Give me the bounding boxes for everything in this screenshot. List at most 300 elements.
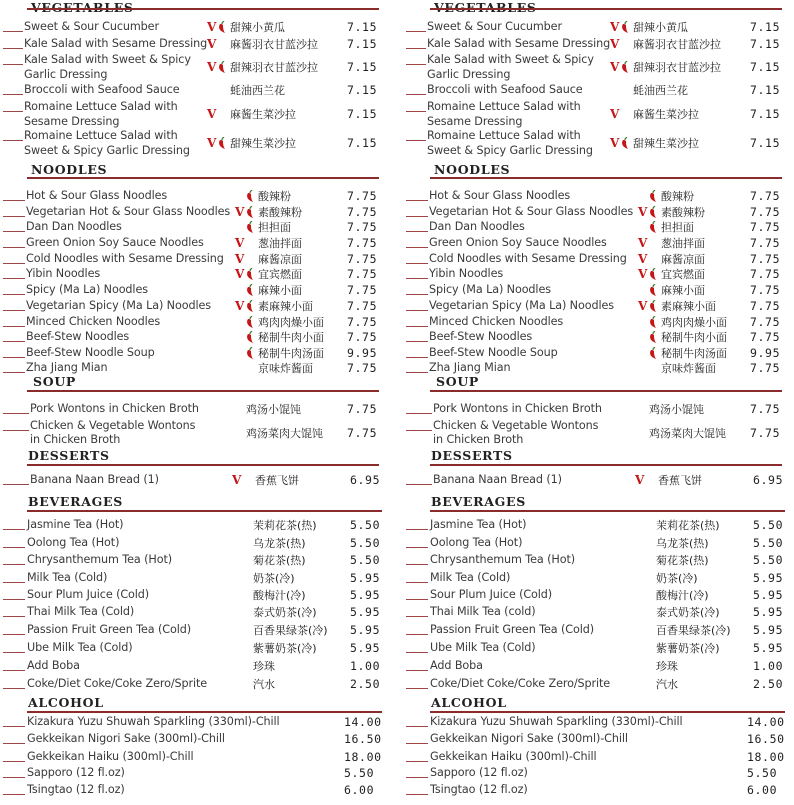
item-name: Milk Tea (Cold) [27, 571, 108, 584]
item-price: 7.15 [750, 136, 781, 150]
item-chinese-name: 甜辣生菜沙拉 [633, 137, 699, 150]
item-name: Oolong Tea (Hot) [430, 536, 523, 549]
item-name: Gekkeikan Nigori Sake (300ml)-Chill [430, 732, 628, 745]
item-name: Passion Fruit Green Tea (Cold) [430, 623, 594, 636]
item-leader-dash [3, 413, 29, 414]
item-name: Pork Wontons in Chicken Broth [30, 402, 199, 415]
chili-pepper-icon [245, 316, 257, 329]
item-price: 7.75 [347, 205, 378, 219]
item-leader-dash [406, 263, 428, 264]
item-leader-dash [3, 372, 25, 373]
section-title-alcohol: ALCOHOL [28, 695, 104, 710]
item-leader-dash [3, 564, 25, 565]
chili-pepper-icon [648, 284, 660, 297]
item-price: 5.50 [350, 536, 381, 550]
item-price: 6.00 [747, 783, 778, 797]
item-leader-dash [3, 294, 25, 295]
item-chinese-name: 鸡汤小馄饨 [246, 403, 301, 416]
item-leader-dash [3, 743, 25, 744]
item-chinese-name: 奶茶(冷) [253, 572, 295, 585]
item-name: Gekkeikan Haiku (300ml)-Chill [27, 750, 194, 763]
item-leader-dash [406, 529, 428, 530]
item-price: 7.75 [347, 189, 378, 203]
item-leader-dash [406, 652, 428, 653]
item-price: 5.50 [753, 536, 784, 550]
item-name-line2: Sesame Dressing [427, 115, 523, 128]
item-name: Sweet & Sour Cucumber [427, 20, 562, 33]
section-rule [27, 711, 382, 713]
item-chinese-name: 酸辣粉 [258, 190, 291, 203]
item-chinese-name: 甜辣小黄瓜 [230, 21, 285, 34]
item-name: Ube Milk Tea (Cold) [430, 641, 536, 654]
item-name: Green Onion Soy Sauce Noodles [26, 236, 204, 249]
vegetarian-icon: V [235, 236, 245, 250]
item-price: 7.75 [750, 402, 781, 416]
item-name: Banana Naan Bread (1) [433, 473, 562, 486]
item-name: Zha Jiang Mian [26, 361, 108, 374]
section-rule [430, 8, 782, 10]
item-name: Romaine Lettuce Salad with [24, 100, 178, 113]
item-price: 9.95 [750, 346, 781, 360]
item-chinese-name: 宜宾燃面 [258, 268, 302, 281]
item-leader-dash [3, 94, 23, 95]
vegetarian-icon: V [638, 236, 648, 250]
item-price: 7.75 [750, 315, 781, 329]
chili-pepper-icon [648, 316, 660, 329]
item-price: 7.75 [347, 220, 378, 234]
item-price: 7.15 [347, 107, 378, 121]
item-name: Kale Salad with Sesame Dressing [24, 37, 208, 50]
section-rule [430, 711, 785, 713]
item-name: Beef-Stew Noodle Soup [429, 346, 558, 359]
item-name: Kale Salad with Sweet & Spicy [427, 53, 594, 66]
item-name: Beef-Stew Noodles [26, 330, 130, 343]
item-name: Vegetarian Hot & Sour Glass Noodles [26, 205, 231, 218]
item-chinese-name: 素麻辣小面 [661, 300, 716, 313]
item-chinese-name: 鸡汤小馄饨 [649, 403, 704, 416]
item-leader-dash [406, 670, 428, 671]
item-price: 7.15 [750, 60, 781, 74]
vegetarian-icon: V [610, 37, 620, 51]
item-name: Chrysanthemum Tea (Hot) [430, 553, 575, 566]
item-price: 14.00 [747, 715, 785, 729]
item-leader-dash [406, 726, 428, 727]
item-price: 5.50 [350, 553, 381, 567]
vegetarian-icon: V [235, 299, 245, 313]
item-price: 7.75 [347, 299, 378, 313]
item-chinese-name: 菊花茶(热) [253, 554, 306, 567]
item-name: Kizakura Yuzu Shuwah Sparkling (330ml)-Chill [27, 715, 280, 728]
item-name-line2: Garlic Dressing [427, 68, 511, 81]
item-leader-dash [406, 634, 428, 635]
item-chinese-name: 泰式奶茶(冷) [656, 606, 720, 619]
vegetarian-icon: V [207, 107, 217, 121]
item-leader-dash [406, 94, 426, 95]
item-name-line2: in Chicken Broth [30, 433, 121, 446]
item-chinese-name: 甜辣羽衣甘蓝沙拉 [230, 61, 318, 74]
item-chinese-name: 鸡肉肉燥小面 [258, 316, 324, 329]
item-name: Yibin Noodles [429, 267, 504, 280]
item-name: Vegetarian Hot & Sour Glass Noodles [429, 205, 634, 218]
chili-pepper-icon [245, 190, 257, 203]
item-name: Romaine Lettuce Salad with [427, 129, 581, 142]
section-title-beverages: BEVERAGES [431, 494, 526, 509]
item-name: Spicy (Ma La) Noodles [26, 283, 148, 296]
chili-pepper-icon [217, 137, 229, 150]
vegetarian-icon: V [207, 60, 217, 74]
item-name: Sapporo (12 fl.oz) [430, 766, 528, 779]
item-name-line2: Sweet & Spicy Garlic Dressing [427, 144, 593, 157]
item-name: Jasmine Tea (Hot) [430, 518, 527, 531]
item-price: 5.50 [753, 553, 784, 567]
item-name: Chicken & Vegetable Wontons [30, 419, 196, 432]
item-price: 5.50 [753, 518, 784, 532]
item-name: Cold Noodles with Sesame Dressing [429, 252, 627, 265]
item-leader-dash [3, 64, 23, 65]
item-chinese-name: 麻酱生菜沙拉 [230, 108, 296, 121]
item-leader-dash [406, 278, 428, 279]
item-price: 7.15 [347, 37, 378, 51]
item-price: 7.15 [347, 83, 378, 97]
item-price: 7.75 [347, 315, 378, 329]
item-name: Chicken & Vegetable Wontons [433, 419, 599, 432]
chili-pepper-icon [245, 331, 257, 344]
item-leader-dash [3, 634, 25, 635]
item-leader-dash [3, 761, 25, 762]
item-price: 7.15 [347, 136, 378, 150]
item-chinese-name: 香蕉飞饼 [658, 474, 702, 487]
item-leader-dash [406, 413, 432, 414]
item-chinese-name: 葱油拌面 [661, 237, 705, 250]
section-title-soup: SOUP [33, 374, 77, 389]
chili-pepper-icon [648, 268, 660, 281]
item-chinese-name: 甜辣生菜沙拉 [230, 137, 296, 150]
item-leader-dash [3, 599, 25, 600]
item-leader-dash [3, 310, 25, 311]
item-price: 7.75 [750, 299, 781, 313]
item-name: Milk Tea (Cold) [430, 571, 511, 584]
item-price: 14.00 [344, 715, 382, 729]
item-name: Dan Dan Noodles [26, 220, 122, 233]
section-title-desserts: DESSERTS [28, 448, 110, 463]
section-title-soup: SOUP [436, 374, 480, 389]
item-chinese-name: 素酸辣粉 [258, 206, 302, 219]
chili-pepper-icon [648, 300, 660, 313]
item-name: Hot & Sour Glass Noodles [26, 189, 168, 202]
item-leader-dash [406, 430, 432, 431]
item-price: 7.75 [750, 267, 781, 281]
item-name-line2: in Chicken Broth [433, 433, 524, 446]
item-name: Tsingtao (12 fl.oz) [27, 783, 125, 796]
item-chinese-name: 菊花茶(热) [656, 554, 709, 567]
item-leader-dash [3, 726, 25, 727]
vegetarian-icon: V [638, 205, 648, 219]
item-name-line2: Garlic Dressing [24, 68, 108, 81]
section-rule [27, 8, 379, 10]
chili-pepper-icon [648, 347, 660, 360]
item-leader-dash [3, 263, 25, 264]
item-chinese-name: 京味炸酱面 [258, 362, 313, 375]
item-price: 7.75 [750, 283, 781, 297]
item-leader-dash [3, 547, 25, 548]
item-chinese-name: 秘制牛肉小面 [258, 331, 324, 344]
chili-pepper-icon [620, 21, 632, 34]
item-leader-dash [406, 48, 426, 49]
item-chinese-name: 麻酱生菜沙拉 [633, 108, 699, 121]
item-name: Add Boba [430, 659, 483, 672]
item-leader-dash [406, 794, 428, 795]
item-price: 7.75 [347, 426, 378, 440]
item-price: 5.50 [344, 766, 375, 780]
item-price: 7.75 [347, 252, 378, 266]
item-price: 7.75 [750, 236, 781, 250]
item-chinese-name: 百香果绿茶(冷) [656, 624, 731, 637]
section-title-alcohol: ALCOHOL [431, 695, 507, 710]
chili-pepper-icon [648, 190, 660, 203]
item-chinese-name: 紫薯奶茶(冷) [656, 642, 720, 655]
item-name: Gekkeikan Nigori Sake (300ml)-Chill [27, 732, 225, 745]
vegetarian-icon: V [610, 20, 620, 34]
chili-pepper-icon [245, 268, 257, 281]
section-rule [27, 177, 379, 179]
item-name: Kale Salad with Sweet & Spicy [24, 53, 191, 66]
menu-column-right [403, 0, 794, 805]
item-leader-dash [406, 64, 426, 65]
item-price: 18.00 [344, 750, 382, 764]
section-title-beverages: BEVERAGES [28, 494, 123, 509]
item-name: Banana Naan Bread (1) [30, 473, 159, 486]
item-chinese-name: 蚝油西兰花 [633, 84, 688, 97]
item-price: 5.95 [753, 588, 784, 602]
item-leader-dash [406, 564, 428, 565]
item-price: 7.15 [750, 20, 781, 34]
item-name: Vegetarian Spicy (Ma La) Noodles [429, 299, 614, 312]
section-title-desserts: DESSERTS [431, 448, 513, 463]
item-price: 6.95 [350, 473, 381, 487]
section-rule [430, 464, 782, 466]
item-chinese-name: 宜宾燃面 [661, 268, 705, 281]
item-leader-dash [3, 484, 29, 485]
section-rule [27, 464, 379, 466]
chili-pepper-icon [217, 61, 229, 74]
item-name: Sour Plum Juice (Cold) [430, 588, 553, 601]
item-chinese-name: 鸡汤菜肉大馄饨 [246, 427, 323, 440]
item-price: 7.15 [750, 107, 781, 121]
item-chinese-name: 麻酱凉面 [258, 253, 302, 266]
section-rule [430, 510, 785, 512]
item-leader-dash [3, 430, 29, 431]
item-name: Kizakura Yuzu Shuwah Sparkling (330ml)-Chill [430, 715, 683, 728]
item-leader-dash [3, 200, 25, 201]
item-name: Yibin Noodles [26, 267, 101, 280]
item-name: Thai Milk Tea (Cold) [27, 605, 135, 618]
item-chinese-name: 素酸辣粉 [661, 206, 705, 219]
item-chinese-name: 酸辣粉 [661, 190, 694, 203]
item-price: 7.75 [750, 252, 781, 266]
item-chinese-name: 香蕉飞饼 [255, 474, 299, 487]
item-leader-dash [3, 111, 23, 112]
item-chinese-name: 麻酱羽衣甘蓝沙拉 [633, 38, 721, 51]
item-leader-dash [406, 31, 426, 32]
chili-pepper-icon [245, 347, 257, 360]
item-chinese-name: 酸梅汁(冷) [656, 589, 709, 602]
item-chinese-name: 担担面 [258, 221, 291, 234]
item-chinese-name: 奶茶(冷) [656, 572, 698, 585]
item-leader-dash [3, 616, 25, 617]
item-chinese-name: 酸梅汁(冷) [253, 589, 306, 602]
item-name: Passion Fruit Green Tea (Cold) [27, 623, 191, 636]
item-leader-dash [406, 216, 428, 217]
item-chinese-name: 麻辣小面 [258, 284, 302, 297]
item-leader-dash [406, 582, 428, 583]
item-name: Spicy (Ma La) Noodles [429, 283, 551, 296]
item-name: Kale Salad with Sesame Dressing [427, 37, 611, 50]
item-chinese-name: 汽水 [253, 678, 275, 691]
item-leader-dash [406, 777, 428, 778]
vegetarian-icon: V [207, 37, 217, 51]
item-leader-dash [3, 278, 25, 279]
item-leader-dash [3, 688, 25, 689]
item-leader-dash [3, 794, 25, 795]
vegetarian-icon: V [207, 20, 217, 34]
item-leader-dash [3, 326, 25, 327]
item-leader-dash [3, 670, 25, 671]
item-chinese-name: 泰式奶茶(冷) [253, 606, 317, 619]
item-price: 7.15 [347, 60, 378, 74]
item-chinese-name: 素麻辣小面 [258, 300, 313, 313]
item-name: Vegetarian Spicy (Ma La) Noodles [26, 299, 211, 312]
item-leader-dash [3, 357, 25, 358]
section-rule [430, 390, 782, 392]
section-title-noodles: NOODLES [434, 162, 511, 177]
item-price: 7.75 [750, 330, 781, 344]
item-leader-dash [3, 140, 23, 141]
item-leader-dash [3, 777, 25, 778]
item-chinese-name: 担担面 [661, 221, 694, 234]
item-chinese-name: 珍珠 [253, 660, 275, 673]
item-price: 7.15 [750, 83, 781, 97]
item-leader-dash [406, 140, 426, 141]
item-leader-dash [406, 357, 428, 358]
item-chinese-name: 鸡汤菜肉大馄饨 [649, 427, 726, 440]
item-leader-dash [3, 582, 25, 583]
item-leader-dash [406, 372, 428, 373]
item-price: 5.50 [747, 766, 778, 780]
section-rule [27, 510, 382, 512]
item-leader-dash [406, 484, 432, 485]
vegetarian-icon: V [638, 267, 648, 281]
item-chinese-name: 乌龙茶(热) [253, 537, 306, 550]
item-chinese-name: 汽水 [656, 678, 678, 691]
item-price: 7.75 [750, 205, 781, 219]
item-name: Minced Chicken Noodles [26, 315, 161, 328]
chili-pepper-icon [648, 206, 660, 219]
item-price: 7.75 [347, 236, 378, 250]
item-chinese-name: 甜辣小黄瓜 [633, 21, 688, 34]
item-price: 5.95 [753, 641, 784, 655]
item-chinese-name: 茉莉花茶(热) [253, 519, 317, 532]
vegetarian-icon: V [635, 473, 645, 487]
chili-pepper-icon [245, 206, 257, 219]
item-price: 1.00 [350, 659, 381, 673]
item-price: 2.50 [350, 677, 381, 691]
item-leader-dash [406, 616, 428, 617]
vegetarian-icon: V [235, 205, 245, 219]
item-chinese-name: 鸡肉肉燥小面 [661, 316, 727, 329]
section-title-noodles: NOODLES [31, 162, 108, 177]
item-name: Sapporo (12 fl.oz) [27, 766, 125, 779]
item-price: 9.95 [347, 346, 378, 360]
item-chinese-name: 葱油拌面 [258, 237, 302, 250]
item-price: 6.00 [344, 783, 375, 797]
item-price: 16.50 [747, 732, 785, 746]
item-chinese-name: 秘制牛肉小面 [661, 331, 727, 344]
chili-pepper-icon [648, 221, 660, 234]
item-name: Beef-Stew Noodles [429, 330, 533, 343]
chili-pepper-icon [245, 300, 257, 313]
vegetarian-icon: V [235, 252, 245, 266]
item-price: 1.00 [753, 659, 784, 673]
item-price: 5.95 [350, 588, 381, 602]
item-price: 5.95 [753, 571, 784, 585]
item-name: Gekkeikan Haiku (300ml)-Chill [430, 750, 597, 763]
chili-pepper-icon [620, 61, 632, 74]
chili-pepper-icon [620, 137, 632, 150]
vegetarian-icon: V [235, 267, 245, 281]
chili-pepper-icon [648, 331, 660, 344]
item-chinese-name: 乌龙茶(热) [656, 537, 709, 550]
item-leader-dash [406, 688, 428, 689]
item-leader-dash [406, 111, 426, 112]
item-name: Cold Noodles with Sesame Dressing [26, 252, 224, 265]
item-leader-dash [3, 31, 23, 32]
vegetarian-icon: V [232, 473, 242, 487]
section-rule [27, 390, 379, 392]
item-name: Oolong Tea (Hot) [27, 536, 120, 549]
item-leader-dash [406, 310, 428, 311]
item-leader-dash [3, 247, 25, 248]
item-leader-dash [406, 761, 428, 762]
item-leader-dash [406, 200, 428, 201]
item-name: Sweet & Sour Cucumber [24, 20, 159, 33]
vegetarian-icon: V [610, 60, 620, 74]
item-price: 5.95 [350, 641, 381, 655]
item-name: Coke/Diet Coke/Coke Zero/Sprite [430, 677, 611, 690]
item-chinese-name: 珍珠 [656, 660, 678, 673]
item-chinese-name: 麻辣小面 [661, 284, 705, 297]
item-price: 7.75 [347, 330, 378, 344]
item-name: Broccoli with Seafood Sauce [24, 83, 180, 96]
item-name: Romaine Lettuce Salad with [427, 100, 581, 113]
item-leader-dash [3, 529, 25, 530]
vegetarian-icon: V [610, 107, 620, 121]
item-price: 2.50 [753, 677, 784, 691]
item-price: 7.75 [750, 189, 781, 203]
item-name: Jasmine Tea (Hot) [27, 518, 124, 531]
item-leader-dash [3, 341, 25, 342]
item-price: 6.95 [753, 473, 784, 487]
item-leader-dash [406, 247, 428, 248]
item-name: Add Boba [27, 659, 80, 672]
item-price: 5.95 [350, 605, 381, 619]
item-price: 18.00 [747, 750, 785, 764]
item-name: Romaine Lettuce Salad with [24, 129, 178, 142]
item-chinese-name: 京味炸酱面 [661, 362, 716, 375]
item-chinese-name: 紫薯奶茶(冷) [253, 642, 317, 655]
item-name: Hot & Sour Glass Noodles [429, 189, 571, 202]
item-leader-dash [406, 599, 428, 600]
vegetarian-icon: V [610, 136, 620, 150]
